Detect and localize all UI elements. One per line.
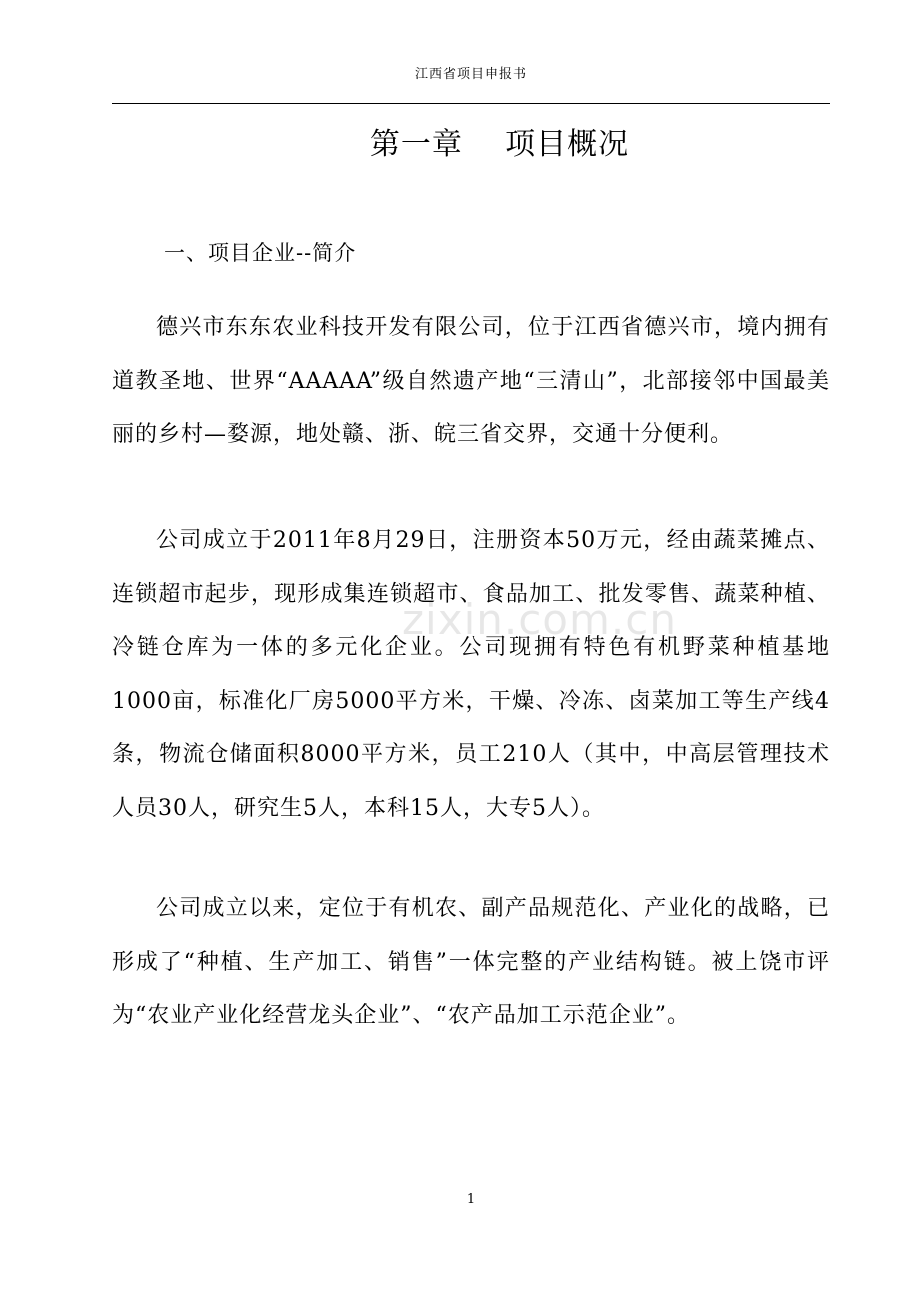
chapter-title: 第一章 项目概况 — [369, 127, 630, 162]
body-paragraph-2: 公司成立于2011年8月29日，注册资本50万元，经由蔬菜摊点、连锁超市起步，现形成集连锁超市、食品加工、批发零售、蔬菜种植、冷链仓库为一体的多元化企业。公司现拥有特色有机野菜种植基地1000亩，标准化厂房5000平方米，干燥、冷冻、卤菜加工等生产线4条，物流仓储面积8000平方米，员工210人（其中，中高层管理技术人员30人，研究生5人，本科15人，大专5人）。 — [112, 528, 830, 821]
page-number: 1 — [466, 1192, 476, 1207]
header-divider — [112, 103, 830, 104]
watermark: zixin.com.cn — [402, 595, 677, 644]
body-paragraph-3: 公司成立以来，定位于有机农、副产品规范化、产业化的战略，已形成了“种植、生产加工、销售”一体完整的产业结构链。被上饶市评为“农业产业化经营龙头企业”、“农产品加工示范企业”。 — [112, 896, 830, 1028]
body-paragraph-1: 德兴市东东农业科技开发有限公司，位于江西省德兴市，境内拥有道教圣地、世界“AAAAA”级自然遗产地“三清山”，北部接邻中国最美丽的乡村—婺源，地处赣、浙、皖三省交界，交通十分便利。 — [112, 315, 830, 447]
page-header-title: 江西省项目申报书 — [414, 67, 527, 82]
section-heading: 一、项目企业--简介 — [164, 241, 357, 265]
